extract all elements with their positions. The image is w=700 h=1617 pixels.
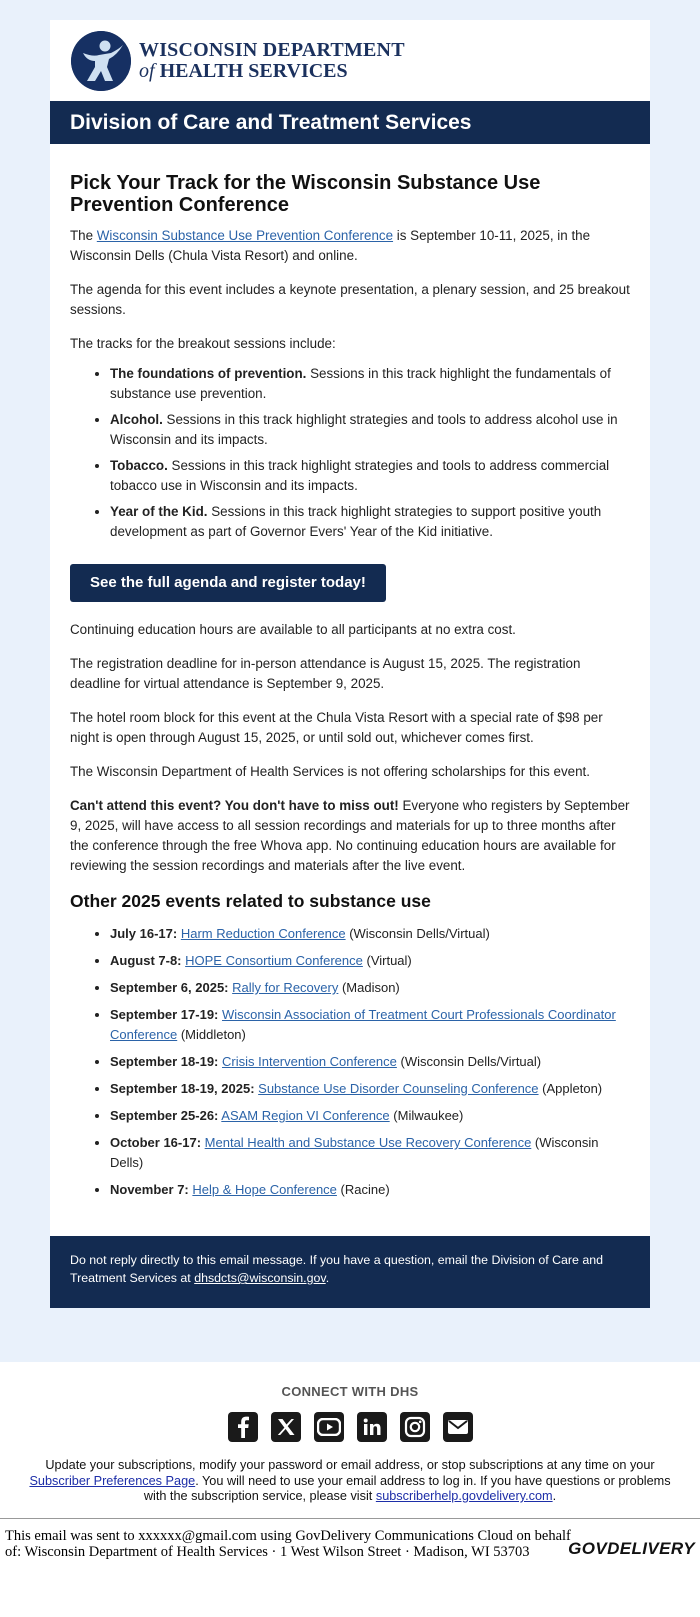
track-name: Alcohol.	[110, 412, 163, 427]
email-body	[50, 144, 650, 1236]
logo-line-2	[139, 61, 405, 82]
events-list	[70, 924, 630, 1200]
list-item	[110, 1052, 630, 1072]
event-place: (Middleton)	[177, 1027, 246, 1042]
email-icon[interactable]	[443, 1412, 473, 1442]
deadline-paragraph: The registration deadline for in-person attendance is August 15, 2025. The registration deadline for virtual attendance is September 9, 2025.	[70, 656, 581, 691]
events-heading: Other 2025 events related to substance use	[70, 891, 431, 911]
event-place: (Wisconsin Dells/Virtual)	[396, 1054, 542, 1069]
contact-email-link[interactable]: dhsdcts@wisconsin.gov	[194, 1271, 326, 1285]
x-icon[interactable]	[271, 1412, 301, 1442]
subscription-post: .	[552, 1489, 557, 1503]
track-desc: Sessions in this track highlight strategies and tools to address alcohol use in Wisconsin and its impacts.	[110, 412, 618, 447]
cant-attend-bold: Can't attend this event? You don't have to miss out!	[70, 798, 399, 813]
list-item	[110, 951, 630, 971]
cant-attend-rest: Everyone who registers by September 9, 2025, will have access to all session recordings and materials for up to three months after the conference through the free Whova app. No continuing education hours are available for reviewing the session recordings and materials after the live event.	[70, 798, 630, 873]
division-title: Division of Care and Treatment Services	[50, 101, 650, 144]
list-item	[110, 410, 630, 450]
logo-line-1: WISCONSIN DEPARTMENT	[139, 38, 405, 61]
article-title: Pick Your Track for the Wisconsin Substance Use Prevention Conference	[70, 172, 541, 216]
scholarship-paragraph: The Wisconsin Department of Health Services is not offering scholarships for this event.	[70, 764, 590, 779]
intro-pre: The	[70, 228, 97, 243]
subscriber-help-link[interactable]: subscriberhelp.govdelivery.com	[375, 1489, 553, 1503]
event-place: (Appleton)	[538, 1081, 603, 1096]
event-date: September 25-26:	[110, 1108, 219, 1123]
track-desc: Sessions in this track highlight the fundamentals of substance use prevention.	[110, 366, 611, 401]
event-date: November 7:	[110, 1182, 189, 1197]
notice-text: Do not reply directly to this email message. If you have a question, email the Division of Care and Treatment Services at	[70, 1253, 604, 1285]
event-link[interactable]: Help & Hope Conference	[192, 1182, 337, 1197]
track-name: The foundations of prevention.	[110, 366, 307, 381]
social-links	[0, 1412, 700, 1442]
track-desc: Sessions in this track highlight strategies and tools to address commercial tobacco use in Wisconsin and its impacts.	[110, 458, 610, 493]
event-link[interactable]: ASAM Region VI Conference	[221, 1108, 390, 1123]
event-place: (Wisconsin Dells/Virtual)	[345, 926, 490, 941]
list-item	[110, 1180, 630, 1200]
event-date: October 16-17:	[110, 1135, 202, 1150]
list-item	[110, 364, 630, 404]
list-item	[110, 924, 630, 944]
notice-end: .	[325, 1271, 330, 1285]
connect-title: CONNECT WITH DHS	[281, 1384, 419, 1399]
conference-link[interactable]: Wisconsin Substance Use Prevention Conference	[96, 228, 394, 243]
tracks-intro: The tracks for the breakout sessions include:	[70, 336, 336, 351]
list-item	[110, 1005, 630, 1045]
email-card	[50, 20, 650, 1308]
event-place: (Madison)	[338, 980, 400, 995]
list-item	[110, 1079, 630, 1099]
sent-info: This email was sent to xxxxxx@gmail.com using GovDelivery Communications Cloud on behalf of: Wisconsin Department of Health Services · 1 West Wilson Street · Madison, WI 53703	[5, 1527, 571, 1560]
event-date: September 18-19, 2025:	[110, 1081, 255, 1096]
event-date: August 7-8:	[110, 953, 182, 968]
event-link[interactable]: HOPE Consortium Conference	[185, 953, 363, 968]
event-link[interactable]: Wisconsin Association of Treatment Court Professionals Coordinator Conference	[110, 1007, 616, 1042]
cant-attend-paragraph	[70, 796, 630, 876]
register-button[interactable]: See the full agenda and register today!	[70, 564, 386, 602]
agenda-paragraph: The agenda for this event includes a keynote presentation, a plenary session, and 25 breakout sessions.	[70, 282, 630, 317]
event-date: September 17-19:	[110, 1007, 219, 1022]
event-date: July 16-17:	[110, 926, 178, 941]
event-link[interactable]: Harm Reduction Conference	[180, 926, 346, 941]
event-link[interactable]: Rally for Recovery	[232, 980, 339, 995]
event-link[interactable]: Crisis Intervention Conference	[222, 1054, 397, 1069]
logo-line-2-rest: HEALTH SERVICES	[154, 59, 348, 82]
govdelivery-logo[interactable]: GOVDELIVERY	[568, 1538, 695, 1558]
dhs-logo-text	[139, 40, 405, 82]
connect-section	[0, 1362, 700, 1442]
event-place: (Racine)	[336, 1182, 390, 1197]
intro-post: is September 10-11, 2025, in the Wisconsin Dells (Chula Vista Resort) and online.	[70, 228, 591, 263]
dhs-emblem-icon	[71, 31, 131, 91]
track-name: Tobacco.	[110, 458, 168, 473]
subscription-notice	[0, 1442, 700, 1505]
ce-hours-paragraph: Continuing education hours are available to all participants at no extra cost.	[70, 622, 516, 637]
list-item	[110, 456, 630, 496]
subscription-pre: Update your subscriptions, modify your password or email address, or stop subscriptions at any time on your	[45, 1458, 655, 1472]
subscription-mid: . You will need to use your email address to log in. If you have questions or problems with the subscription service, please visit	[143, 1473, 671, 1503]
linkedin-icon[interactable]	[357, 1412, 387, 1442]
intro-paragraph	[70, 226, 630, 266]
track-name: Year of the Kid.	[110, 504, 208, 519]
youtube-icon[interactable]	[314, 1412, 344, 1442]
event-link[interactable]: Substance Use Disorder Counseling Conference	[258, 1081, 539, 1096]
list-item	[110, 1106, 630, 1126]
logo-line-2-of: of	[139, 59, 155, 82]
subscriber-preferences-link[interactable]: Subscriber Preferences Page	[29, 1473, 196, 1488]
tracks-list	[70, 364, 630, 542]
list-item	[110, 1133, 630, 1173]
list-item	[110, 502, 630, 542]
sent-footer	[0, 1518, 700, 1560]
instagram-icon[interactable]	[400, 1412, 430, 1442]
event-place: (Virtual)	[362, 953, 412, 968]
event-link[interactable]: Mental Health and Substance Use Recovery Conference	[204, 1135, 532, 1150]
event-place: (Milwaukee)	[389, 1108, 464, 1123]
facebook-icon[interactable]	[228, 1412, 258, 1442]
event-date: September 18-19:	[110, 1054, 219, 1069]
hotel-paragraph: The hotel room block for this event at the Chula Vista Resort with a special rate of $98 per night is open through August 15, 2025, or until sold out, whichever comes first.	[70, 710, 603, 745]
event-place: (Wisconsin Dells)	[110, 1135, 599, 1170]
track-desc: Sessions in this track highlight strategies to support positive youth development as part of Governor Evers' Year of the Kid initiative.	[110, 504, 602, 539]
no-reply-notice	[50, 1236, 650, 1308]
list-item	[110, 978, 630, 998]
event-date: September 6, 2025:	[110, 980, 229, 995]
dhs-logo[interactable]	[50, 20, 650, 101]
